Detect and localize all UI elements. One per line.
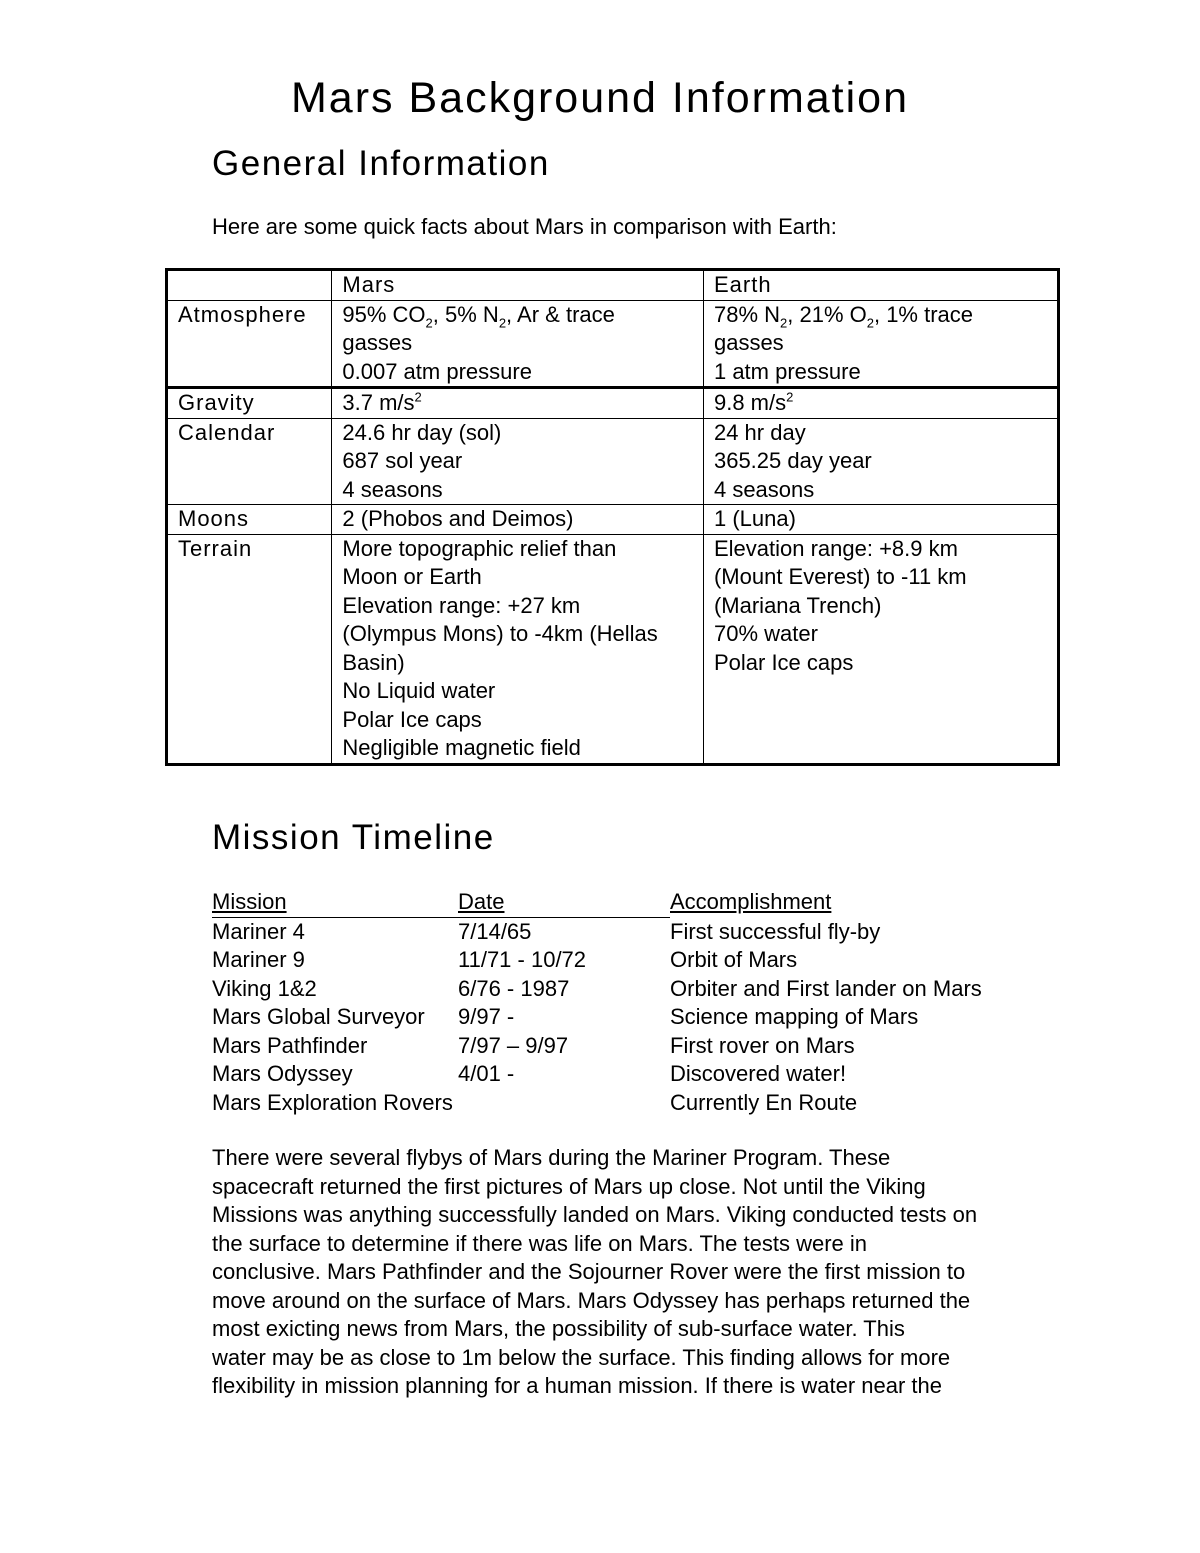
row-label-calendar: Calendar xyxy=(167,418,332,505)
mars-earth-comparison-table xyxy=(165,268,1060,766)
mission-date: 7/14/65 xyxy=(458,918,532,944)
mission-timeline-list xyxy=(212,888,1070,1117)
earth-gravity-cell: 9.8 $m/s^2$ xyxy=(703,388,1058,419)
mission-date: 11/71 - 10/72 xyxy=(458,947,587,972)
mission-date: 4/01 - xyxy=(458,1061,515,1086)
earth-calendar-cell: 24 hr day 365.25 day year 4 seasons xyxy=(703,418,1058,505)
mission-accomplishment: First rover on Mars xyxy=(670,1032,855,1058)
paragraph-line: spacecraft returned the first pictures of Mars up close. Not until the Viking xyxy=(212,1173,926,1199)
paragraph-line: water may be as close to 1m below the surface. This finding allows for more xyxy=(212,1344,951,1370)
mission-accomplishment: Discovered water! xyxy=(670,1061,847,1086)
paragraph-line: move around on the surface of Mars. Mars Odyssey has perhaps returned the xyxy=(212,1287,971,1313)
column-header-date: Date xyxy=(458,889,505,914)
mission-date: 7/97 – 9/97 xyxy=(458,1032,569,1058)
header-cell-earth: Earth xyxy=(703,270,1058,301)
mars-terrain-cell: More topographic relief than Moon or Earth Elevation range: +27 km (Olympus Mons) to -4km (Hellas Basin) No Liquid water Polar Ice caps Negligible magnetic field xyxy=(332,534,704,764)
paragraph-line: Missions was anything successfully landed on Mars. Viking conducted tests on xyxy=(212,1202,978,1227)
table-row-gravity xyxy=(167,388,1059,419)
table-row-calendar xyxy=(167,418,1059,505)
paragraph-line: the surface to determine if there was life on Mars. The tests were in xyxy=(212,1230,868,1256)
table-row-moons xyxy=(167,505,1059,535)
mars-gravity-cell: 3.7 $m/s^2$ xyxy=(332,388,704,419)
mars-moons-cell: 2 (Phobos and Deimos) xyxy=(332,505,704,535)
mission-name: Viking 1&2 xyxy=(212,975,317,1001)
paragraph-line: conclusive. Mars Pathfinder and the Sojourner Rover were the first mission to xyxy=(212,1259,966,1284)
general-information-heading: General Information xyxy=(212,144,550,183)
column-header-accomplishment: Accomplishment xyxy=(670,889,832,914)
mission-name: Mars Pathfinder xyxy=(212,1032,368,1058)
column-header-mission: Mission xyxy=(212,889,287,914)
earth-moons-cell: 1 (Luna) xyxy=(703,505,1058,535)
mission-date: 6/76 - 1987 xyxy=(458,975,570,1001)
timeline-row xyxy=(212,918,1070,947)
timeline-header-row xyxy=(212,888,1070,918)
paragraph-line: flexibility in mission planning for a human mission. If there is water near the xyxy=(212,1373,943,1398)
mars-calendar-cell: 24.6 hr day (sol) 687 sol year 4 seasons xyxy=(332,418,704,505)
table-row-atmosphere xyxy=(167,300,1059,388)
row-label-moons: Moons xyxy=(167,505,332,535)
mission-timeline-heading: Mission Timeline xyxy=(212,818,495,857)
mission-name: Mars Exploration Rovers xyxy=(212,1089,453,1115)
mission-summary-paragraph xyxy=(212,1144,1032,1401)
mission-accomplishment: Orbit of Mars xyxy=(670,947,798,972)
paragraph-line: most exicting news from Mars, the possibility of sub-surface water. This xyxy=(212,1316,905,1341)
header-cell-empty xyxy=(167,270,332,301)
mission-accomplishment: Science mapping of Mars xyxy=(670,1004,919,1029)
timeline-row xyxy=(212,1032,1070,1061)
mission-date: 9/97 - xyxy=(458,1004,515,1029)
mars-atmosphere-cell: 95% $CO_2$, 5% $N_2$, Ar & trace gasses 0.007 atm pressure xyxy=(332,300,704,388)
earth-atmosphere-cell: 78% $N_2$, 21% $O_2$, 1% trace gasses 1 atm pressure xyxy=(703,300,1058,388)
intro-text: Here are some quick facts about Mars in comparison with Earth: xyxy=(212,214,837,239)
row-label-gravity: Gravity xyxy=(167,388,332,419)
mission-accomplishment: Orbiter and First lander on Mars xyxy=(670,975,982,1001)
timeline-row xyxy=(212,946,1070,975)
header-cell-mars: Mars xyxy=(332,270,704,301)
table-header-row xyxy=(167,270,1059,301)
paragraph-line: There were several flybys of Mars during the Mariner Program. These xyxy=(212,1145,891,1170)
page-title: Mars Background Information xyxy=(290,74,910,122)
mission-accomplishment: Currently En Route xyxy=(670,1089,858,1115)
mission-name: Mariner 9 xyxy=(212,947,305,972)
earth-terrain-cell: Elevation range: +8.9 km (Mount Everest) to -11 km (Mariana Trench) 70% water Polar Ice caps xyxy=(703,534,1058,764)
row-label-terrain: Terrain xyxy=(167,534,332,764)
row-label-atmosphere: Atmosphere xyxy=(167,300,332,388)
timeline-row xyxy=(212,1060,1070,1089)
table-row-terrain xyxy=(167,534,1059,764)
mission-name: Mars Odyssey xyxy=(212,1061,353,1086)
mission-accomplishment: First successful fly-by xyxy=(670,918,881,944)
timeline-row xyxy=(212,975,1070,1004)
mission-name: Mars Global Surveyor xyxy=(212,1004,425,1029)
mission-name: Mariner 4 xyxy=(212,918,305,944)
timeline-row xyxy=(212,1089,1070,1118)
timeline-row xyxy=(212,1003,1070,1032)
